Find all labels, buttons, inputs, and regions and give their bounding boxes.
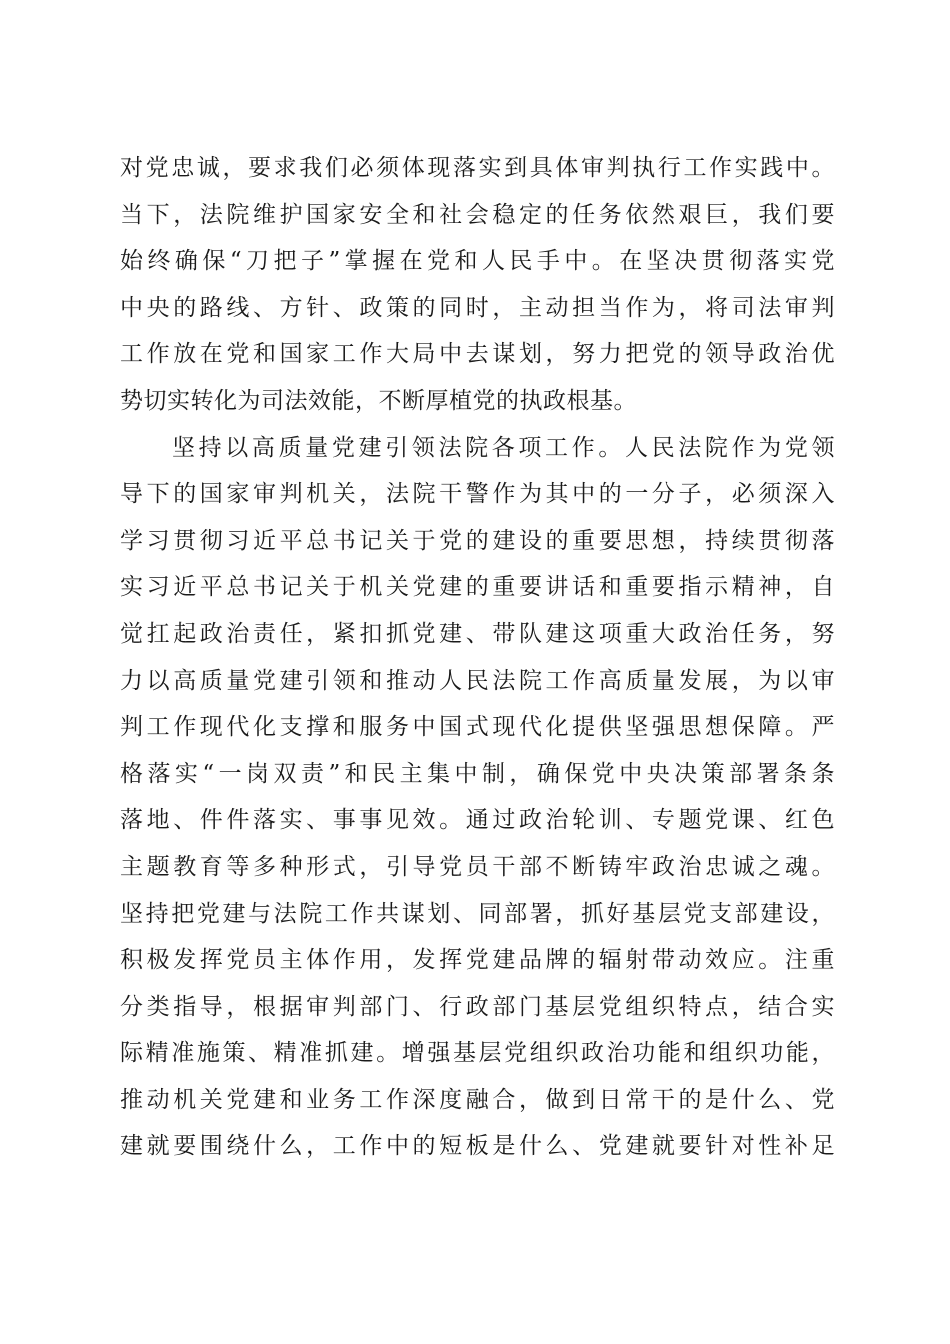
text-line: 实习近平总书记关于机关党建的重要讲话和重要指示精神，自 — [120, 574, 835, 601]
text-line: 学习贯彻习近平总书记关于党的建设的重要思想，持续贯彻落 — [120, 527, 835, 554]
text-line: 积极发挥党员主体作用，发挥党建品牌的辐射带动效应。注重 — [120, 947, 835, 974]
text-line: 建就要围绕什么，工作中的短板是什么、党建就要针对性补足 — [120, 1133, 835, 1160]
text-line: 中央的路线、方针、政策的同时，主动担当作为，将司法审判 — [120, 294, 835, 321]
text-line: 格落实“一岗双责”和民主集中制，确保党中央决策部署条条 — [120, 760, 835, 787]
text-line: 始终确保“刀把子”掌握在党和人民手中。在坚决贯彻落实党 — [120, 248, 835, 275]
text-line: 分类指导，根据审判部门、行政部门基层党组织特点，结合实 — [120, 993, 835, 1020]
text-line: 落地、件件落实、事事见效。通过政治轮训、专题党课、红色 — [120, 807, 835, 834]
text-line: 当下，法院维护国家安全和社会稳定的任务依然艰巨，我们要 — [120, 201, 835, 228]
text-line: 导下的国家审判机关，法院干警作为其中的一分子，必须深入 — [120, 481, 835, 508]
text-line: 际精准施策、精准抓建。增强基层党组织政治功能和组织功能， — [120, 1040, 835, 1067]
paragraph-2 — [120, 425, 835, 1171]
text-line: 主题教育等多种形式，引导党员干部不断铸牢政治忠诚之魂。 — [120, 853, 835, 880]
text-line: 坚持把党建与法院工作共谋划、同部署，抓好基层党支部建设， — [120, 900, 835, 927]
text-line: 力以高质量党建引领和推动人民法院工作高质量发展，为以审 — [120, 667, 835, 694]
text-line: 势切实转化为司法效能，不断厚植党的执政根基。 — [120, 387, 637, 414]
text-line: 坚持以高质量党建引领法院各项工作。人民法院作为党领 — [172, 434, 835, 461]
text-line: 对党忠诚，要求我们必须体现落实到具体审判执行工作实践中。 — [120, 155, 835, 181]
body-text — [120, 145, 835, 1170]
text-line: 工作放在党和国家工作大局中去谋划，努力把党的领导政治优 — [120, 341, 835, 368]
text-line: 觉扛起政治责任，紧扣抓党建、带队建这项重大政治任务，努 — [120, 620, 835, 647]
text-line: 推动机关党建和业务工作深度融合，做到日常干的是什么、党 — [120, 1086, 835, 1113]
paragraph-1 — [120, 145, 835, 425]
text-line: 判工作现代化支撑和服务中国式现代化提供坚强思想保障。严 — [120, 714, 835, 741]
